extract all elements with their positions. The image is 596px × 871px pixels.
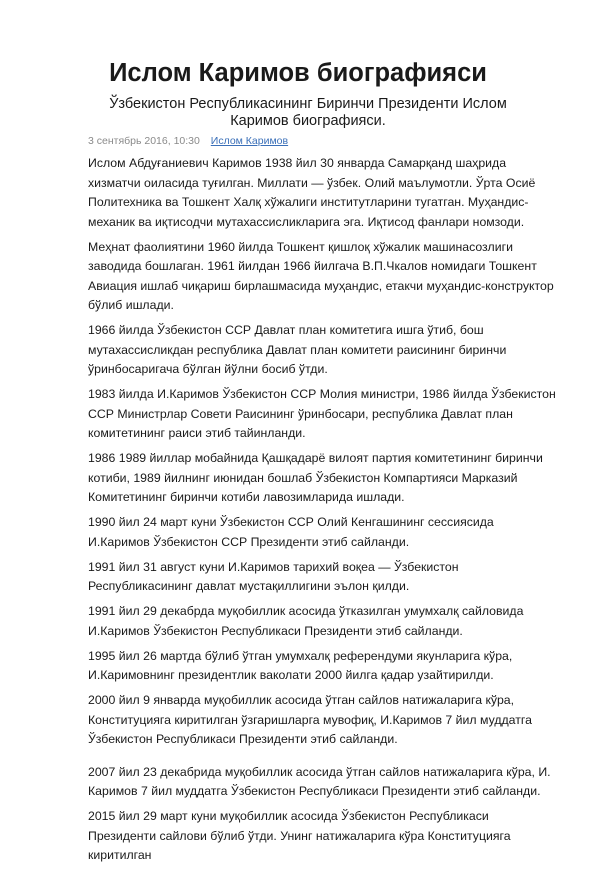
paragraph: 1990 йил 24 март куни Ўзбекистон ССР Олий Кенгашининг сессиясида И.Каримов Ўзбекистон ССР Президенти этиб сайланди. [88,515,494,549]
paragraph: 2000 йил 9 январда муқобиллик асосида ўтган сайлов натижаларига кўра, Конституцияга киритилган ўзгаришларга мувофиқ, И.Каримов 7 йил муддатга Ўзбекистон Республикаси Президенти этиб сайланди. [88,693,532,746]
page-subtitle: Ўзбекистон Республикасининг Биринчи Президенти Ислом Каримов биографияси. [109,96,507,129]
paragraph: 1986 1989 йиллар мобайнида Қашқадарё вилоят партия комитетининг биринчи котиби, 1989 йилнинг июнидан бошлаб Ўзбекистон Компартияси Марказий Комитетининг биринчи котиби лавозимларида ишлади. [88,451,543,504]
paragraph: 2015 йил 29 март куни муқобиллик асосида Ўзбекистон Республикаси Президенти сайлови бўлиб ўтди. Унинг натижаларига кўра Конституцияга киритилган [88,809,511,862]
author-link[interactable]: Ислом Каримов [210,135,289,147]
article-body [88,154,558,871]
paragraph: 1995 йил 26 мартда бўлиб ўтган умумхалқ референдуми якунларига кўра, И.Каримовнинг президентлик ваколати 2000 йилга қадар узайтирилди. [88,648,513,682]
paragraph: 1966 йилда Ўзбекистон ССР Давлат план комитетига ишга ўтиб, бош мутахассисликдан республика Давлат план комитети раисининг биринчи ўринбосаригача бўлган йўлни босиб ўтди. [88,323,507,376]
paragraph: 1991 йил 31 август куни И.Каримов тарихий воқеа — Ўзбекистон Республикасининг давлат мустақиллигини эълон қилди. [88,559,459,593]
paragraph: Меҳнат фаолиятини 1960 йилда Тошкент қишлоқ хўжалик машинасозлиги заводида бошлаган. 1961 йилдан 1966 йилгача В.П.Чкалов номидаги Тошкент Авиация ишлаб чиқариш бирлашмасида муҳандис, етакчи муҳандис-конструктор бўлиб ишлади. [88,239,554,312]
article-meta [88,135,288,148]
page-title: Ислом Каримов биографияси [109,59,487,87]
paragraph: Ислом Абдуғаниевич Каримов 1938 йил 30 январда Самарқанд шаҳрида хизматчи оиласида туғилган. Миллати — ўзбек. Олий маълумотли. Ўрта Осиё Политехника ва Тошкент Халқ хўжалиги институтларини тугатган. Муҳандис-механик ва иқтисодчи мутахассисликларига эга. Иқтисод фанлари номзоди. [88,156,536,229]
publish-date: 3 сентябрь 2016, 10:30 [88,135,200,147]
paragraph: 2007 йил 23 декабрида муқобиллик асосида ўтган сайлов натижаларига кўра, И. Каримов 7 йил муддатга Ўзбекистон Республикаси Президенти этиб сайланди. [88,764,551,798]
paragraph: 1983 йилда И.Каримов Ўзбекистон ССР Молия министри, 1986 йилда Ўзбекистон ССР Министрлар Совети Раисининг ўринбосари, республика Давлат план комитетининг раиси этиб тайинланди. [88,387,556,440]
paragraph: 1991 йил 29 декабрда муқобиллик асосида ўтказилган умумхалқ сайловида И.Каримов Ўзбекистон Республикаси Президенти этиб сайланди. [88,604,524,638]
